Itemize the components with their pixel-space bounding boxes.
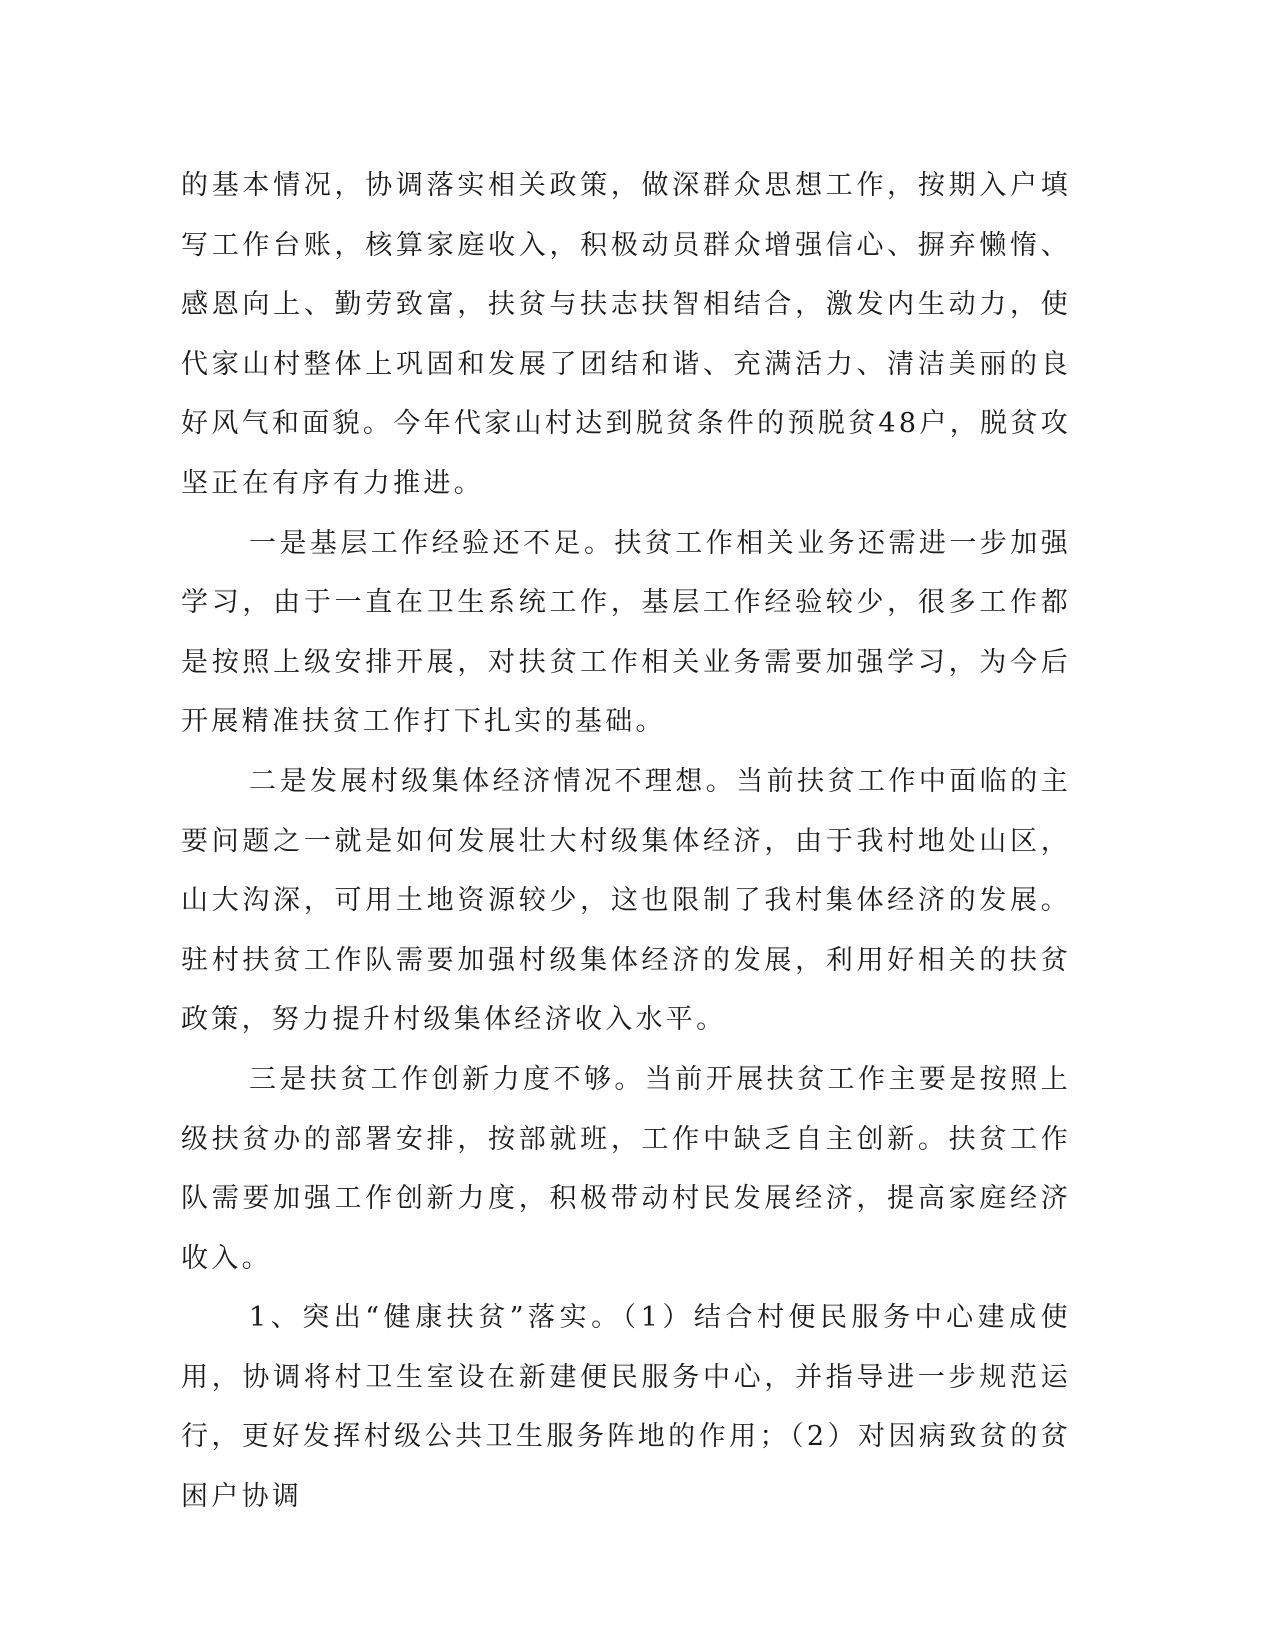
paragraph: 1、突出“健康扶贫”落实。（1）结合村便民服务中心建成使用，协调将村卫生室设在新建便民服务中心，并指导进一步规范运行，更好发挥村级公共卫生服务阵地的作用；（2）对因病致贫的贫困户协调 — [181, 1302, 1071, 1513]
paragraph: 二是发展村级集体经济情况不理想。当前扶贫工作中面临的主要问题之一就是如何发展壮大村级集体经济，由于我村地处山区，山大沟深，可用土地资源较少，这也限制了我村集体经济的发展。驻村扶贫工作队需要加强村级集体经济的发展，利用好相关的扶贫政策，努力提升村级集体经济收入水平。 — [181, 765, 1071, 1036]
document-body — [181, 156, 1071, 1527]
paragraph: 的基本情况，协调落实相关政策，做深群众思想工作，按期入户填写工作台账，核算家庭收入，积极动员群众增强信心、摒弃懒惰、感恩向上、勤劳致富，扶贫与扶志扶智相结合，激发内生动力，使代家山村整体上巩固和发展了团结和谐、充满活力、清洁美丽的良好风气和面貌。今年代家山村达到脱贫条件的预脱贫48户，脱贫攻坚正在有序有力推进。 — [181, 170, 1071, 499]
paragraph: 三是扶贫工作创新力度不够。当前开展扶贫工作主要是按照上级扶贫办的部署安排，按部就班，工作中缺乏自主创新。扶贫工作队需要加强工作创新力度，积极带动村民发展经济，提高家庭经济收入。 — [181, 1063, 1071, 1274]
paragraph: 一是基层工作经验还不足。扶贫工作相关业务还需进一步加强学习，由于一直在卫生系统工作，基层工作经验较少，很多工作都是按照上级安排开展，对扶贫工作相关业务需要加强学习，为今后开展精准扶贫工作打下扎实的基础。 — [181, 527, 1071, 738]
